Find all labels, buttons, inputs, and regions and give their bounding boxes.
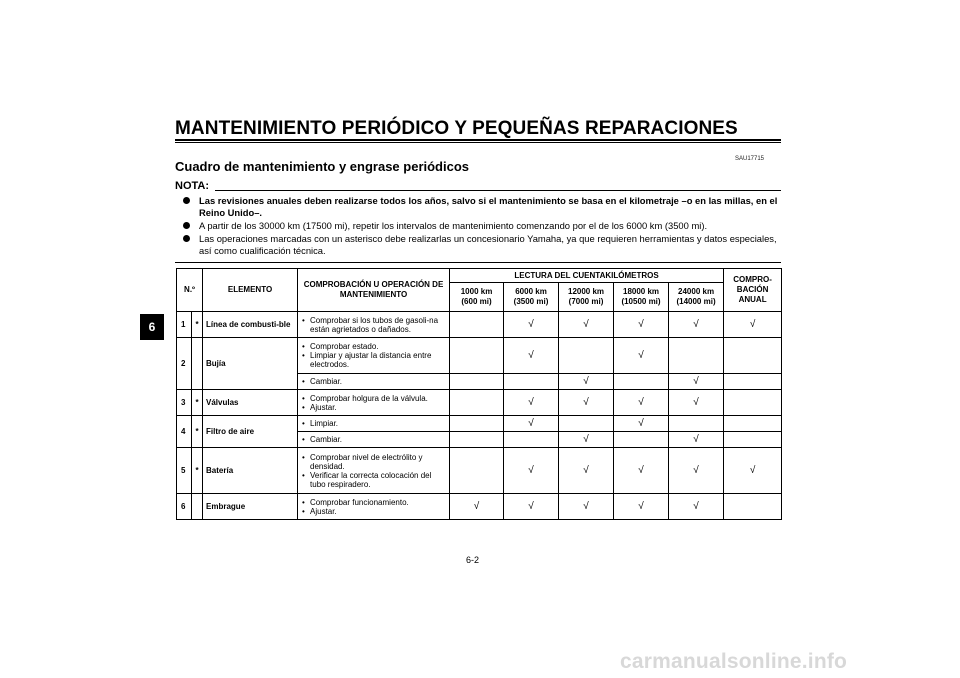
check-cell: √ [504,448,559,494]
row-number: 3 [177,390,192,416]
watermark[interactable]: carmanualsonline.info [620,650,848,673]
bullet-icon [183,197,190,204]
check-cell [450,374,504,390]
check-cell: √ [614,390,669,416]
page-title: MANTENIMIENTO PERIÓDICO Y PEQUEÑAS REPARACIONES [175,118,738,139]
table-row [177,494,782,520]
header-annual: COMPRO-BACIÓN ANUAL [724,269,782,312]
check-cell [559,416,614,432]
check-cell [504,432,559,448]
asterisk-marker [192,338,203,390]
row-item: Bujía [203,338,298,390]
check-cell: √ [559,494,614,520]
operation-text: • Comprobar estado. [301,342,446,351]
table-row [177,448,782,494]
note-item [183,233,783,257]
row-operations [298,374,450,390]
header-interval: 12000 km (7000 mi) [559,283,614,312]
asterisk-marker: * [192,312,203,338]
row-number: 4 [177,416,192,448]
check-cell: √ [669,494,724,520]
table-row [177,338,782,374]
title-rule-thin [175,142,781,143]
check-cell: √ [614,338,669,374]
check-cell: √ [669,312,724,338]
note-text: A partir de los 30000 km (17500 mi), repetir los intervalos de mantenimiento comenzando por el de los 6000 km (3500 mi). [199,220,708,231]
header-interval: 24000 km (14000 mi) [669,283,724,312]
check-cell [559,338,614,374]
note-text: Las operaciones marcadas con un asterisco debe realizarlas un concesionario Yamaha, ya que requieren herramientas y datos especiales, así como cualificación técnica. [199,233,777,256]
check-cell: √ [669,374,724,390]
check-cell: √ [669,448,724,494]
check-cell: √ [559,374,614,390]
check-cell [724,494,782,520]
row-number: 1 [177,312,192,338]
check-cell: √ [614,312,669,338]
row-number: 6 [177,494,192,520]
asterisk-marker: * [192,448,203,494]
section-title: Cuadro de mantenimiento y engrase periódicos [175,159,470,174]
check-cell [724,390,782,416]
operation-text: • Comprobar holgura de la válvula. [301,394,446,403]
check-cell [724,338,782,374]
check-cell: √ [669,432,724,448]
operation-text: • Ajustar. [301,403,446,412]
table-row [177,390,782,416]
operation-text: • Cambiar. [301,435,446,444]
header-item: ELEMENTO [203,269,298,312]
row-number: 2 [177,338,192,390]
bullet-icon [183,235,190,242]
check-cell [669,338,724,374]
row-item: Válvulas [203,390,298,416]
check-cell: √ [614,416,669,432]
note-item [183,195,783,219]
chapter-tab: 6 [140,314,164,340]
asterisk-marker: * [192,416,203,448]
check-cell [724,374,782,390]
asterisk-marker: * [192,390,203,416]
check-cell: √ [504,494,559,520]
row-item: Línea de combusti-ble [203,312,298,338]
row-item: Filtro de aire [203,416,298,448]
table-row [177,416,782,432]
bullet-icon [183,222,190,229]
check-cell: √ [504,338,559,374]
check-cell: √ [724,448,782,494]
row-item: Batería [203,448,298,494]
row-operations [298,448,450,494]
row-operations [298,416,450,432]
row-item: Embrague [203,494,298,520]
header-odometer: LECTURA DEL CUENTAKILÓMETROS [450,269,724,283]
check-cell [669,416,724,432]
check-cell: √ [614,448,669,494]
check-cell [614,432,669,448]
operation-text: • Comprobar si los tubos de gasoli-na están agrietados o dañados. [301,316,446,334]
check-cell: √ [559,448,614,494]
operation-text: • Comprobar funcionamiento. [301,498,446,507]
check-cell: √ [669,390,724,416]
check-cell: √ [614,494,669,520]
operation-text: • Limpiar y ajustar la distancia entre electrodos. [301,351,446,369]
row-operations [298,494,450,520]
row-operations [298,432,450,448]
notes-list [183,195,783,258]
operation-text: • Ajustar. [301,507,446,516]
notes-rule [175,262,781,263]
operation-text: • Verificar la correcta colocación del tubo respiradero. [301,471,446,489]
check-cell [724,416,782,432]
nota-label: NOTA: [175,180,210,192]
nota-rule [215,190,781,191]
title-rule [175,139,781,141]
note-item [183,220,783,232]
header-interval: 6000 km (3500 mi) [504,283,559,312]
reference-code: SAU17715 [735,156,765,162]
asterisk-marker [192,494,203,520]
check-cell: √ [504,390,559,416]
check-cell: √ [559,312,614,338]
check-cell: √ [559,390,614,416]
check-cell: √ [450,494,504,520]
header-interval: 18000 km (10500 mi) [614,283,669,312]
row-operations [298,390,450,416]
check-cell: √ [724,312,782,338]
check-cell [614,374,669,390]
check-cell [450,448,504,494]
check-cell [450,312,504,338]
row-operations [298,338,450,374]
header-no: N.º [177,269,203,312]
check-cell: √ [504,312,559,338]
header-interval: 1000 km (600 mi) [450,283,504,312]
page-number: 6-2 [466,555,480,565]
check-cell [504,374,559,390]
check-cell [450,432,504,448]
check-cell: √ [559,432,614,448]
table-row [177,312,782,338]
check-cell [450,338,504,374]
check-cell: √ [504,416,559,432]
note-text: Las revisiones anuales deben realizarse todos los años, salvo si el mantenimiento se basa en el kilometraje –o en las millas, en el Reino Unido–. [199,195,778,218]
check-cell [450,416,504,432]
maintenance-table [176,268,782,520]
check-cell [450,390,504,416]
row-operations [298,312,450,338]
row-number: 5 [177,448,192,494]
operation-text: • Cambiar. [301,377,446,386]
header-operation: COMPROBACIÓN U OPERACIÓN DE MANTENIMIENTO [298,269,450,312]
operation-text: • Limpiar. [301,419,446,428]
check-cell [724,432,782,448]
operation-text: • Comprobar nivel de electrólito y densidad. [301,453,446,471]
